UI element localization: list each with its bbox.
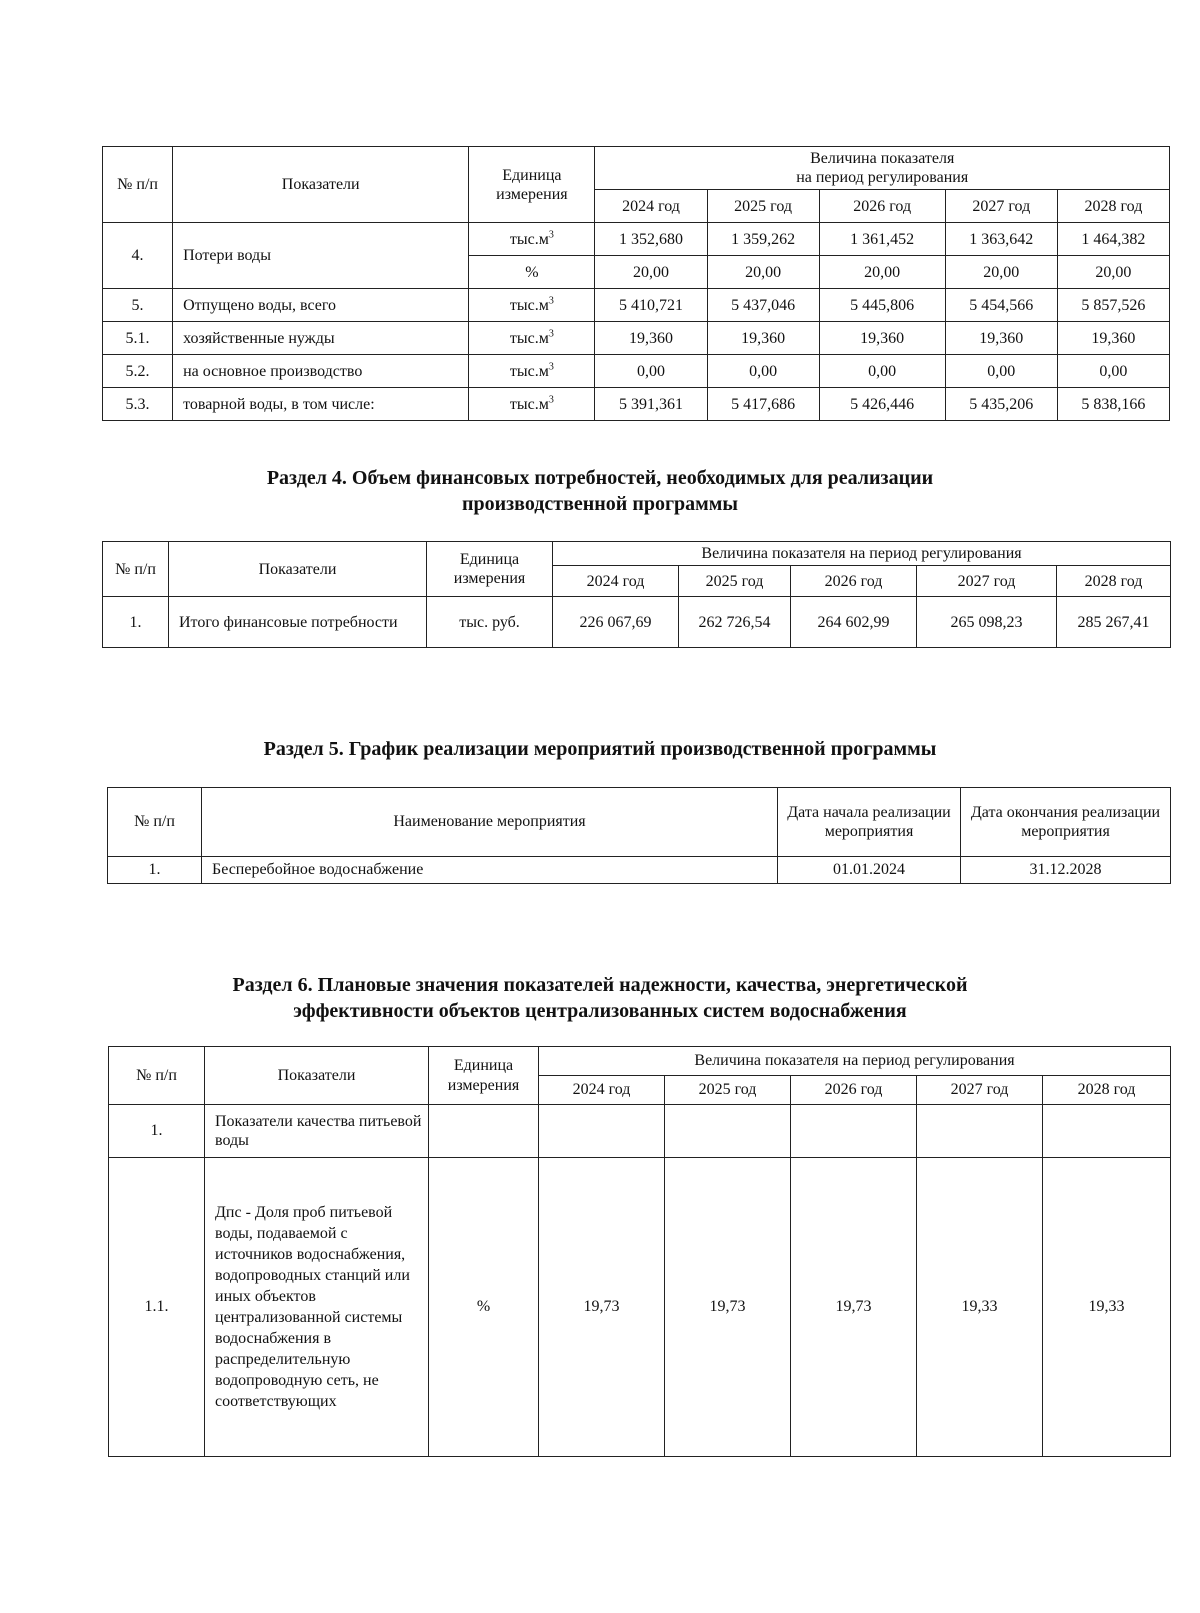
col-header-num: № п/п [109,1047,205,1105]
row-value: 19,360 [945,322,1057,355]
col-header-unit: Единица измерения [469,147,595,223]
col-header-indicator: Показатели [173,147,469,223]
row-num: 1. [103,597,169,648]
row-value: 1 352,680 [595,223,707,256]
year-header: 2026 год [791,1076,917,1105]
row-value: 1 363,642 [945,223,1057,256]
row-value: 20,00 [819,256,945,289]
row-value: 0,00 [1057,355,1169,388]
financial-needs-table [102,541,1171,648]
table-row [103,223,1170,256]
row-value: 19,360 [1057,322,1169,355]
table-row [103,322,1170,355]
col-header-value-group [595,147,1170,190]
row-name: Бесперебойное водоснабжение [202,857,778,884]
row-name: Дпс - Доля проб питьевой воды, подаваемой с источников водоснабжения, водопроводных станций или иных объектов централизованной системы водоснабжения в распределительную водопроводную сеть, не соответствующих [205,1158,429,1457]
schedule-table [107,787,1171,884]
row-value: 1 359,262 [707,223,819,256]
section5-title: Раздел 5. График реализации мероприятий производственной программы [263,738,937,760]
row-value: 1 464,382 [1057,223,1169,256]
row-value: 0,00 [707,355,819,388]
row-value: 20,00 [707,256,819,289]
year-header: 2027 год [917,1076,1043,1105]
row-unit: % [429,1158,539,1457]
row-unit [429,1105,539,1158]
row-value: 20,00 [595,256,707,289]
year-header: 2025 год [707,190,819,223]
row-value [665,1105,791,1158]
col-header-value-group: Величина показателя на период регулирования [539,1047,1171,1076]
col-header-unit: Единица измерения [427,542,553,597]
row-num: 1. [109,1105,205,1158]
row-num: 5. [103,289,173,322]
row-value: 226 067,69 [553,597,679,648]
year-header: 2024 год [539,1076,665,1105]
row-value: 5 838,166 [1057,388,1169,421]
col-header-end: Дата окончания реализации мероприятия [961,788,1171,857]
row-num: 5.2. [103,355,173,388]
col-header-num: № п/п [103,147,173,223]
section6-title [0,972,1200,1024]
row-num: 5.3. [103,388,173,421]
row-unit: $тыс.м^3$ [469,355,595,388]
row-value: 265 098,23 [917,597,1057,648]
row-unit: $тыс.м^3$ [469,388,595,421]
value-group-line2: на период регулирования [796,169,969,187]
row-value: 19,73 [665,1158,791,1457]
section4-title-line2: производственной программы [461,493,739,515]
table-row [103,597,1171,648]
row-value: 20,00 [945,256,1057,289]
row-value: 0,00 [595,355,707,388]
row-value: 5 454,566 [945,289,1057,322]
year-header: 2028 год [1057,190,1169,223]
row-value: 19,360 [595,322,707,355]
year-header: 2028 год [1057,566,1171,597]
col-header-indicator: Показатели [205,1047,429,1105]
row-name: товарной воды, в том числе: [173,388,469,421]
section4-title [0,465,1200,517]
row-value: 5 391,361 [595,388,707,421]
row-num: 1. [108,857,202,884]
table-row [103,388,1170,421]
row-num: 5.1. [103,322,173,355]
value-group-line1: Величина показателя [810,150,955,167]
row-name: Итого финансовые потребности [169,597,427,648]
row-value: 5 437,046 [707,289,819,322]
row-value: 19,33 [1043,1158,1171,1457]
row-value: 5 417,686 [707,388,819,421]
table-row [103,355,1170,388]
row-start-date: 01.01.2024 [778,857,961,884]
year-header: 2025 год [665,1076,791,1105]
row-value: 0,00 [819,355,945,388]
section6-title-line1: Раздел 6. Плановые значения показателей надежности, качества, энергетической [232,974,968,996]
table-row [109,1105,1171,1158]
row-value: 285 267,41 [1057,597,1171,648]
row-value: 19,73 [791,1158,917,1457]
row-value [791,1105,917,1158]
row-value: 1 361,452 [819,223,945,256]
row-num: 1.1. [109,1158,205,1457]
row-value: 19,360 [819,322,945,355]
row-name: Показатели качества питьевой воды [205,1105,429,1158]
year-header: 2024 год [595,190,707,223]
year-header: 2028 год [1043,1076,1171,1105]
row-value: 262 726,54 [679,597,791,648]
row-value: 5 410,721 [595,289,707,322]
row-value [1043,1105,1171,1158]
table-row [103,289,1170,322]
row-value: 264 602,99 [791,597,917,648]
col-header-num: № п/п [103,542,169,597]
row-value: 5 857,526 [1057,289,1169,322]
table-row [108,857,1171,884]
row-unit: тыс. руб. [427,597,553,648]
row-value: 19,73 [539,1158,665,1457]
col-header-indicator: Показатели [169,542,427,597]
section4-title-line1: Раздел 4. Объем финансовых потребностей, необходимых для реализации [266,467,934,489]
row-value: 5 435,206 [945,388,1057,421]
row-value: 5 445,806 [819,289,945,322]
row-value: 5 426,446 [819,388,945,421]
year-header: 2026 год [819,190,945,223]
row-value: 20,00 [1057,256,1169,289]
water-balance-table [102,146,1170,421]
year-header: 2027 год [945,190,1057,223]
col-header-name: Наименование мероприятия [202,788,778,857]
section6-title-line2: эффективности объектов централизованных систем водоснабжения [293,1000,907,1022]
row-num: 4. [103,223,173,289]
row-value [539,1105,665,1158]
col-header-num: № п/п [108,788,202,857]
row-name: Потери воды [173,223,469,289]
row-name: Отпущено воды, всего [173,289,469,322]
row-unit: $тыс.м^3$ [469,223,595,256]
col-header-unit: Единица измерения [429,1047,539,1105]
row-unit: $тыс.м^3$ [469,289,595,322]
col-header-start: Дата начала реализации мероприятия [778,788,961,857]
year-header: 2025 год [679,566,791,597]
year-header: 2024 год [553,566,679,597]
table-row [109,1158,1171,1457]
row-value: 0,00 [945,355,1057,388]
row-value [917,1105,1043,1158]
year-header: 2026 год [791,566,917,597]
col-header-value-group: Величина показателя на период регулирования [553,542,1171,566]
row-name: на основное производство [173,355,469,388]
row-unit: % [469,256,595,289]
row-name: хозяйственные нужды [173,322,469,355]
year-header: 2027 год [917,566,1057,597]
row-end-date: 31.12.2028 [961,857,1171,884]
row-value: 19,33 [917,1158,1043,1457]
row-value: 19,360 [707,322,819,355]
quality-indicators-table [108,1046,1171,1457]
row-unit: $тыс.м^3$ [469,322,595,355]
